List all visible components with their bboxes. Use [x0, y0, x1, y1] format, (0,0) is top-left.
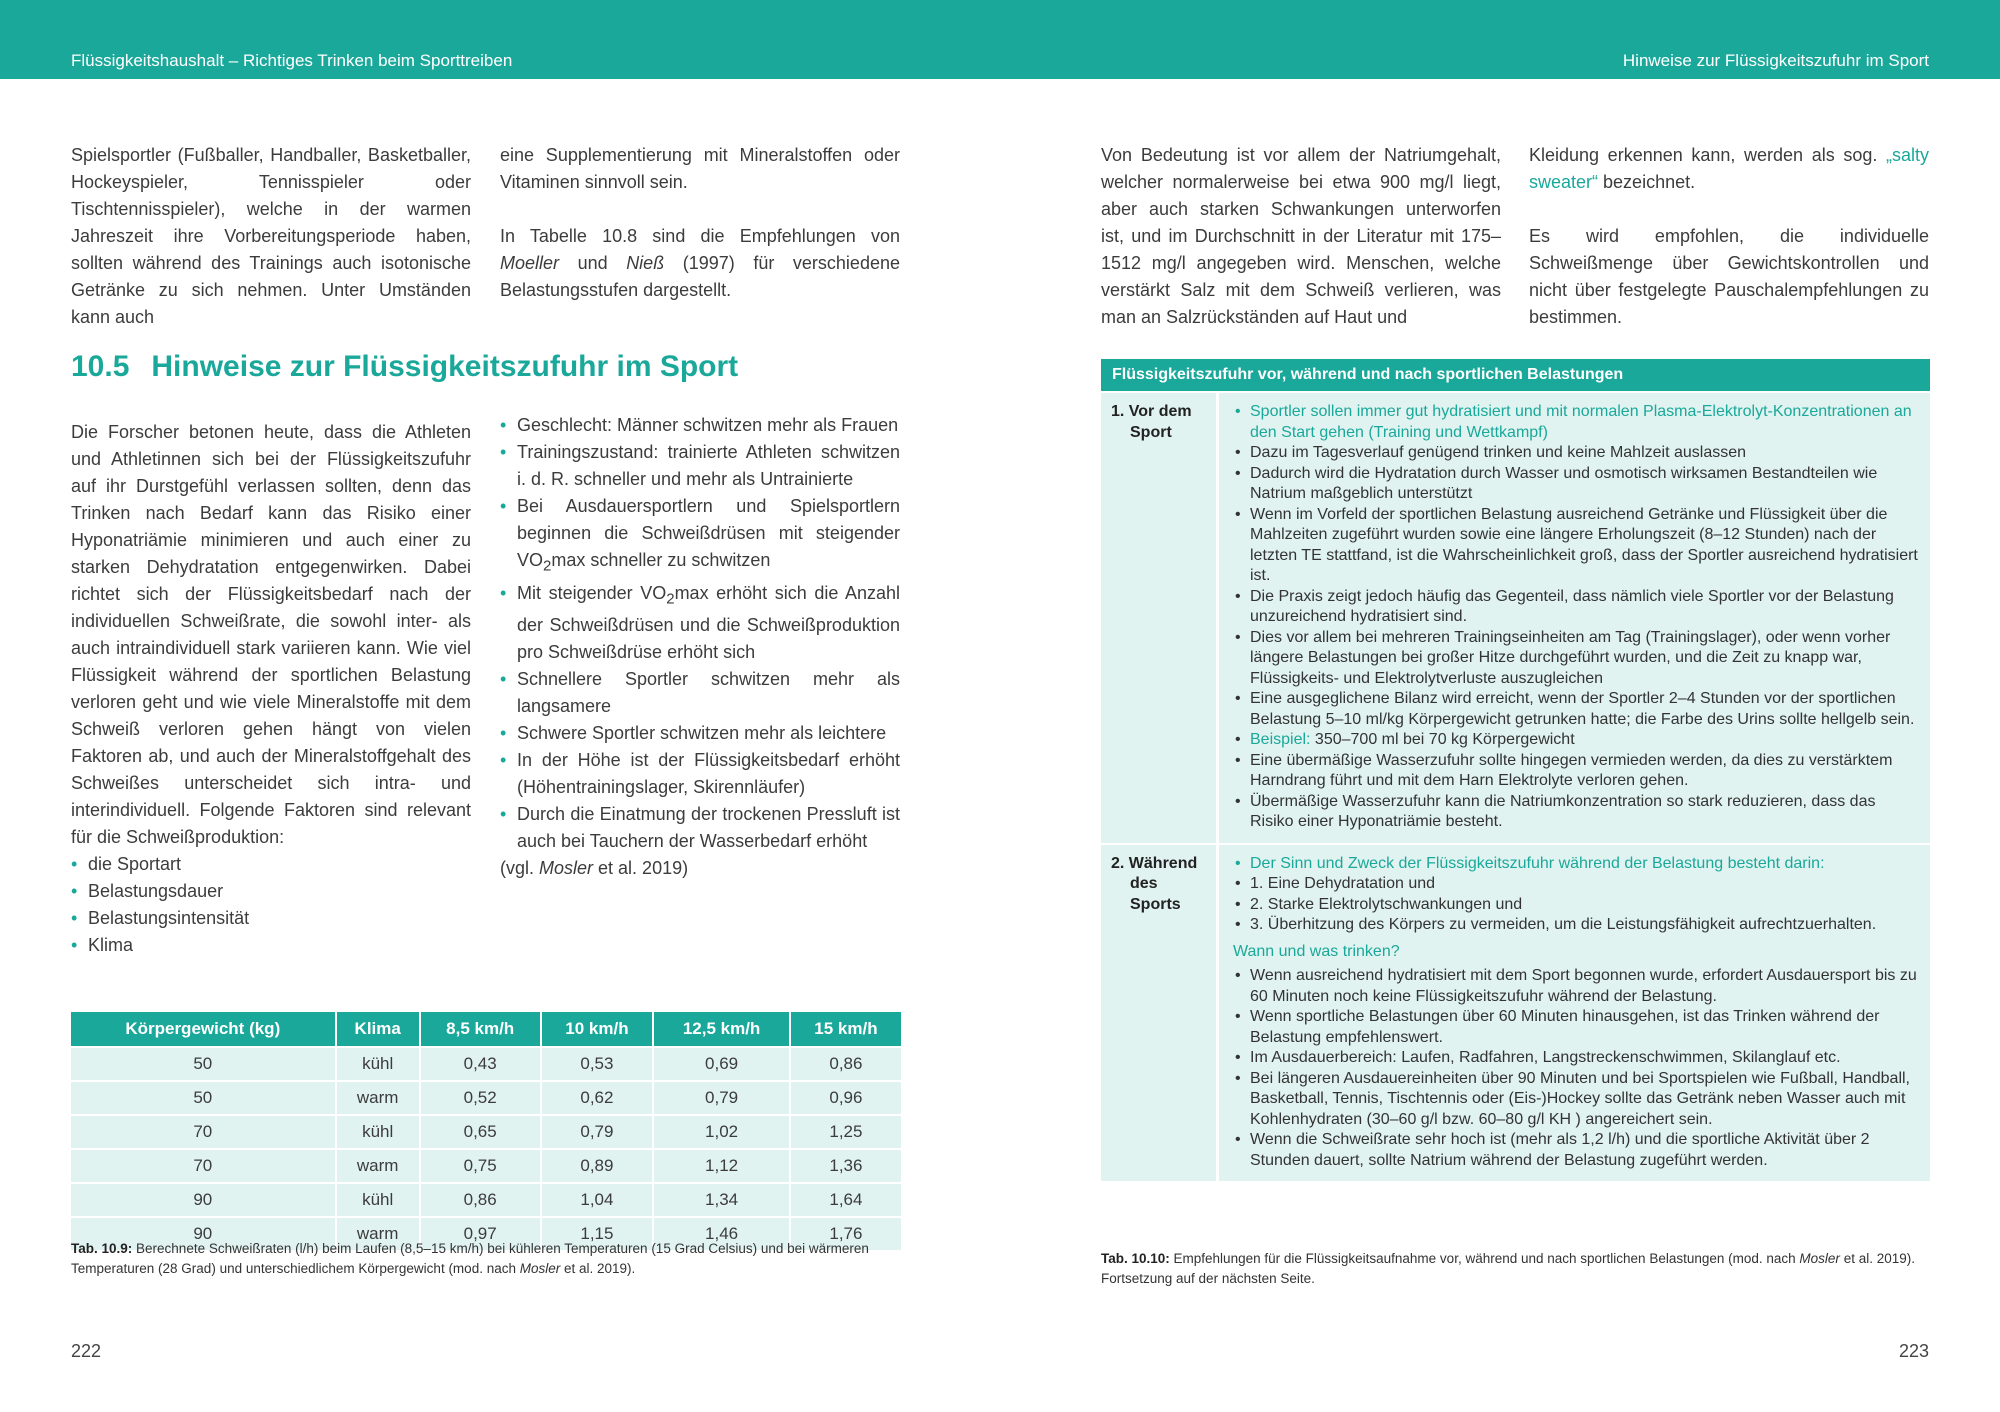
list-item-lead: • Sportler sollen immer gut hydratisiert und mit normalen Plasma-Elektrolyt-Konzentrationen an den Start gehen (Training und Wettkampf) [1233, 402, 1918, 443]
table-cell: 1,04 [541, 1183, 654, 1217]
table-cell: 0,79 [653, 1081, 790, 1115]
list-item: • Dazu im Tagesverlauf genügend trinken und keine Mahlzeit auslassen [1233, 443, 1918, 464]
list-item: • Eine ausgeglichene Bilanz wird erreicht, wenn der Sportler 2–4 Stunden vor der sportlichen Belastung 5–10 ml/kg Körpergewicht getrunken hatte; die Farbe des Urins sollte hellgelb sein. [1233, 689, 1918, 730]
table-cell: 1,25 [790, 1115, 901, 1149]
table-cell: kühl [336, 1047, 420, 1081]
table-row [71, 1149, 901, 1183]
list-item: • Eine übermäßige Wasserzufuhr sollte hingegen vermieden werden, da dies zu verstärktem Harndrang führt und mit dem Harn Elektrolyte verloren gehen. [1233, 751, 1918, 792]
table-cell: 1,36 [790, 1149, 901, 1183]
table-cell: 1,34 [653, 1183, 790, 1217]
page-header-bar [0, 0, 2000, 79]
sweat-rate-table [71, 1012, 901, 1250]
left-col1-body [71, 419, 471, 959]
list-item: • Wenn im Vorfeld der sportlichen Belastung ausreichend Getränke und Flüssigkeit über die Mahlzeiten zugeführt wurden sowie eine längere Erholungszeit (8–12 Stunden) nach der letzten TE stattfand, ist die Wahrscheinlichkeit groß, dass der Sportler ausreichend hydratisiert ist. [1233, 505, 1918, 587]
table-row [71, 1047, 901, 1081]
left-col1-intro [71, 142, 471, 331]
list-item: • Wenn die Schweißrate sehr hoch ist (mehr als 1,2 l/h) und die sportliche Aktivität über 2 Stunden dauert, sollte Natrium während der Belastung zugeführt werden. [1233, 1130, 1918, 1171]
table-row-during-sport [1101, 843, 1930, 1182]
list-item: • Belastungsdauer [71, 878, 471, 905]
list-item: • Wenn sportliche Belastungen über 60 Minuten hinausgehen, ist das Trinken während der Belastung empfehlenswert. [1233, 1007, 1918, 1048]
row-label: 2. Während des Sports [1101, 845, 1219, 1182]
table-cell: 0,86 [790, 1047, 901, 1081]
table-cell: warm [336, 1081, 420, 1115]
list-item: • 3. Überhitzung des Körpers zu vermeiden, um die Leistungsfähigkeit aufrechtzuerhalten. [1233, 915, 1918, 936]
table-title: Flüssigkeitszufuhr vor, während und nach sportlichen Belastungen [1101, 359, 1930, 391]
table-cell: 1,15 [541, 1217, 654, 1250]
column-header: 10 km/h [541, 1012, 654, 1047]
table-cell: kühl [336, 1115, 420, 1149]
table-cell: 0,96 [790, 1081, 901, 1115]
table-cell: 90 [71, 1217, 336, 1250]
column-header: 12,5 km/h [653, 1012, 790, 1047]
list-item-lead: • Der Sinn und Zweck der Flüssigkeitszufuhr während der Belastung besteht darin: [1233, 854, 1918, 875]
running-header-right: Hinweise zur Flüssigkeitszufuhr im Sport [1622, 51, 1929, 70]
list-item-example: • Beispiel: 350–700 ml bei 70 kg Körpergewicht [1233, 730, 1918, 751]
list-item: • Klima [71, 932, 471, 959]
column-header: 15 km/h [790, 1012, 901, 1047]
table-row [71, 1183, 901, 1217]
citation: (vgl. Mosler et al. 2019) [500, 858, 689, 879]
paragraph: Von Bedeutung ist vor allem der Natriumgehalt, welcher normalerweise bei etwa 900 mg/l liegt, aber auch starken Schwankungen unterworfen ist, und im Durchschnitt in der Literatur mit 175–1512 mg/l angegeben wird. Menschen, welche verstärkt Salz mit dem Schweiß verlieren, was man an Salzrückständen auf Haut und [1101, 145, 1501, 327]
table-row [71, 1115, 901, 1149]
table-cell: warm [336, 1149, 420, 1183]
subheading: Wann und was trinken? [1233, 942, 1400, 960]
section-number: 10.5 [71, 350, 130, 383]
page-number-right: 223 [1898, 1341, 1929, 1361]
table-cell: 70 [71, 1115, 336, 1149]
column-header: Klima [336, 1012, 420, 1047]
table-cell: 0,62 [541, 1081, 654, 1115]
table-cell: 50 [71, 1081, 336, 1115]
table-cell: 1,46 [653, 1217, 790, 1250]
list-item: • Übermäßige Wasserzufuhr kann die Natriumkonzentration so stark reduzieren, dass das Risiko einer Hyponatriämie besteht. [1233, 792, 1918, 833]
paragraph: Die Forscher betonen heute, dass die Athleten und Athletinnen sich bei der Flüssigkeitszufuhr auf ihr Durstgefühl verlassen sollten, denn das Trinken nach Bedarf kann das Risiko einer Hyponatriämie minimieren und auch einer zu starken Dehydratation entgegenwirken. Dabei richtet sich der Flüssigkeitsbedarf nach der individuellen Schweißrate, die sowohl inter- als auch intraindividuell stark variieren kann. Wie viel Flüssigkeit während der sportlichen Belastung verloren geht und wie viele Mineralstoffe mit dem Schweiß verloren gehen hängt von vielen Faktoren ab, und auch der Mineralstoffgehalt des Schweißes unterscheidet sich intra- und interindividuell. Folgende Faktoren sind relevant für die Schweißproduktion: [71, 422, 471, 847]
running-header-left: Flüssigkeitshaushalt – Richtiges Trinken beim Sporttreiben [71, 51, 513, 70]
list-item: • Mit steigender $VO_2\max$ erhöht sich die Anzahl der Schweißdrüsen und die Schweißproduktion pro Schweißdrüse erhöht sich [500, 580, 900, 667]
table-cell: 0,79 [541, 1115, 654, 1149]
table-cell: 0,75 [420, 1149, 541, 1183]
table-cell: 0,65 [420, 1115, 541, 1149]
factor-list-2 [500, 412, 900, 855]
list-item: • Im Ausdauerbereich: Laufen, Radfahren, Langstreckenschwimmen, Skilanglauf etc. [1233, 1048, 1918, 1069]
table-caption-10-10: Tab. 10.10: Empfehlungen für die Flüssigkeitsaufnahme vor, während und nach sportlichen Belastungen (mod. nach Mosler et al. 2019). Fortsetzung auf der nächsten Seite. [1101, 1251, 1915, 1286]
section-title: Hinweise zur Flüssigkeitszufuhr im Sport [151, 350, 739, 383]
list-item: • Bei Ausdauersportlern und Spielsportlern beginnen die Schweißdrüsen mit steigender $VO_2\max$ schneller zu schwitzen [500, 493, 900, 580]
list-item: • 2. Starke Elektrolytschwankungen und [1233, 895, 1918, 916]
list-item: • Wenn ausreichend hydratisiert mit dem Sport begonnen wurde, erfordert Ausdauersport bis zu 60 Minuten noch keine Flüssigkeitszufuhr während der Belastung. [1233, 966, 1918, 1007]
table-caption-10-9: Tab. 10.9: Berechnete Schweißraten (l/h) beim Laufen (8,5–15 km/h) bei kühleren Temperaturen (15 Grad Celsius) und bei wärmeren Temperaturen (28 Grad) und unterschiedlichem Körpergewicht (mod. nach Mosler et al. 2019). [71, 1241, 869, 1276]
table-cell: 70 [71, 1149, 336, 1183]
table-cell: 0,97 [420, 1217, 541, 1250]
list-item: • 1. Eine Dehydratation und [1233, 874, 1918, 895]
table-cell: 0,89 [541, 1149, 654, 1183]
table-row [71, 1081, 901, 1115]
right-col1-intro [1101, 142, 1501, 331]
table-cell: warm [336, 1217, 420, 1250]
table-cell: 90 [71, 1183, 336, 1217]
table-row-before-sport [1101, 391, 1930, 843]
list-item: • Geschlecht: Männer schwitzen mehr als Frauen [500, 412, 900, 439]
table-cell: kühl [336, 1183, 420, 1217]
list-item: • Schnellere Sportler schwitzen mehr als langsamere [500, 666, 900, 720]
right-col2-intro [1529, 142, 1929, 331]
table-header-row [71, 1012, 901, 1047]
salty-sweater-term: „salty sweater“ [1529, 145, 1929, 192]
paragraph: eine Supplementierung mit Mineralstoffen oder Vitaminen sinnvoll sein. [500, 145, 900, 192]
recommendation-list [1233, 402, 1918, 833]
paragraph: Spielsportler (Fußballer, Handballer, Basketballer, Hockeyspieler, Tennisspieler oder Tischtennisspieler), welche in der warmen Jahreszeit ihre Vorbereitungsperiode haben, sollten während des Trainings auch isotonische Getränke zu sich nehmen. Unter Umständen kann auch [71, 145, 471, 327]
table-cell: 0,53 [541, 1047, 654, 1081]
table-cell: 50 [71, 1047, 336, 1081]
table-cell: 1,12 [653, 1149, 790, 1183]
table-cell: 0,69 [653, 1047, 790, 1081]
list-item: • Belastungsintensität [71, 905, 471, 932]
list-item: • Schwere Sportler schwitzen mehr als leichtere [500, 720, 900, 747]
recommendation-list [1233, 854, 1918, 936]
list-item: • In der Höhe ist der Flüssigkeitsbedarf erhöht (Höhentrainingslager, Skirennläufer) [500, 747, 900, 801]
list-item: • Die Praxis zeigt jedoch häufig das Gegenteil, dass nämlich viele Sportler vor der Belastung unzureichend hydratisiert sind. [1233, 587, 1918, 628]
list-item: • Dies vor allem bei mehreren Trainingseinheiten am Tag (Trainingslager), oder wenn vorher längere Belastungen bei großer Hitze durchgeführt wurden, und die Zeit zu knapp war, Flüssigkeits- und Elektrolytverluste auszugleichen [1233, 628, 1918, 690]
column-header: Körpergewicht (kg) [71, 1012, 336, 1047]
section-heading [71, 350, 738, 384]
factor-list [71, 851, 471, 959]
list-item: • Bei längeren Ausdauereinheiten über 90 Minuten und bei Sportspielen wie Fußball, Handball, Basketball, Tennis, Tischtennis oder (Eis-)Hockey sollte das Getränk neben Wasser auch mit Kohlenhydraten (30–60 g/l bzw. 60–80 g/l KH ) angereichert sein. [1233, 1069, 1918, 1131]
table-cell: 0,86 [420, 1183, 541, 1217]
row-content [1219, 393, 1930, 843]
paragraph: Kleidung erkennen kann, werden als sog. „salty sweater“ bezeichnet. [1529, 145, 1929, 192]
row-content [1219, 845, 1930, 1182]
paragraph: Es wird empfohlen, die individuelle Schweißmenge über Gewichtskontrollen und nicht über festgelegte Pauschalempfehlungen zu bestimmen. [1529, 226, 1929, 327]
list-item: • die Sportart [71, 851, 471, 878]
table-cell: 0,43 [420, 1047, 541, 1081]
paragraph: In Tabelle 10.8 sind die Empfehlungen von Moeller und Nieß (1997) für verschiedene Belastungsstufen dargestellt. [500, 226, 900, 300]
row-label: 1. Vor dem Sport [1101, 393, 1219, 843]
table-cell: 1,02 [653, 1115, 790, 1149]
column-header: 8,5 km/h [420, 1012, 541, 1047]
recommendations-table [1101, 359, 1930, 1181]
table-cell: 0,52 [420, 1081, 541, 1115]
left-col2-intro [500, 142, 900, 304]
list-item: • Trainingszustand: trainierte Athleten schwitzen i. d. R. schneller und mehr als Untrainierte [500, 439, 900, 493]
table-cell: 1,76 [790, 1217, 901, 1250]
list-item: • Dadurch wird die Hydratation durch Wasser und osmotisch wirksamen Bestandteilen wie Natrium maßgeblich unterstützt [1233, 464, 1918, 505]
table-cell: 1,64 [790, 1183, 901, 1217]
recommendation-list [1233, 966, 1918, 1171]
page-number-left: 222 [71, 1341, 102, 1361]
left-col2-body [500, 412, 900, 882]
list-item: • Durch die Einatmung der trockenen Pressluft ist auch bei Tauchern der Wasserbedarf erhöht [500, 801, 900, 855]
